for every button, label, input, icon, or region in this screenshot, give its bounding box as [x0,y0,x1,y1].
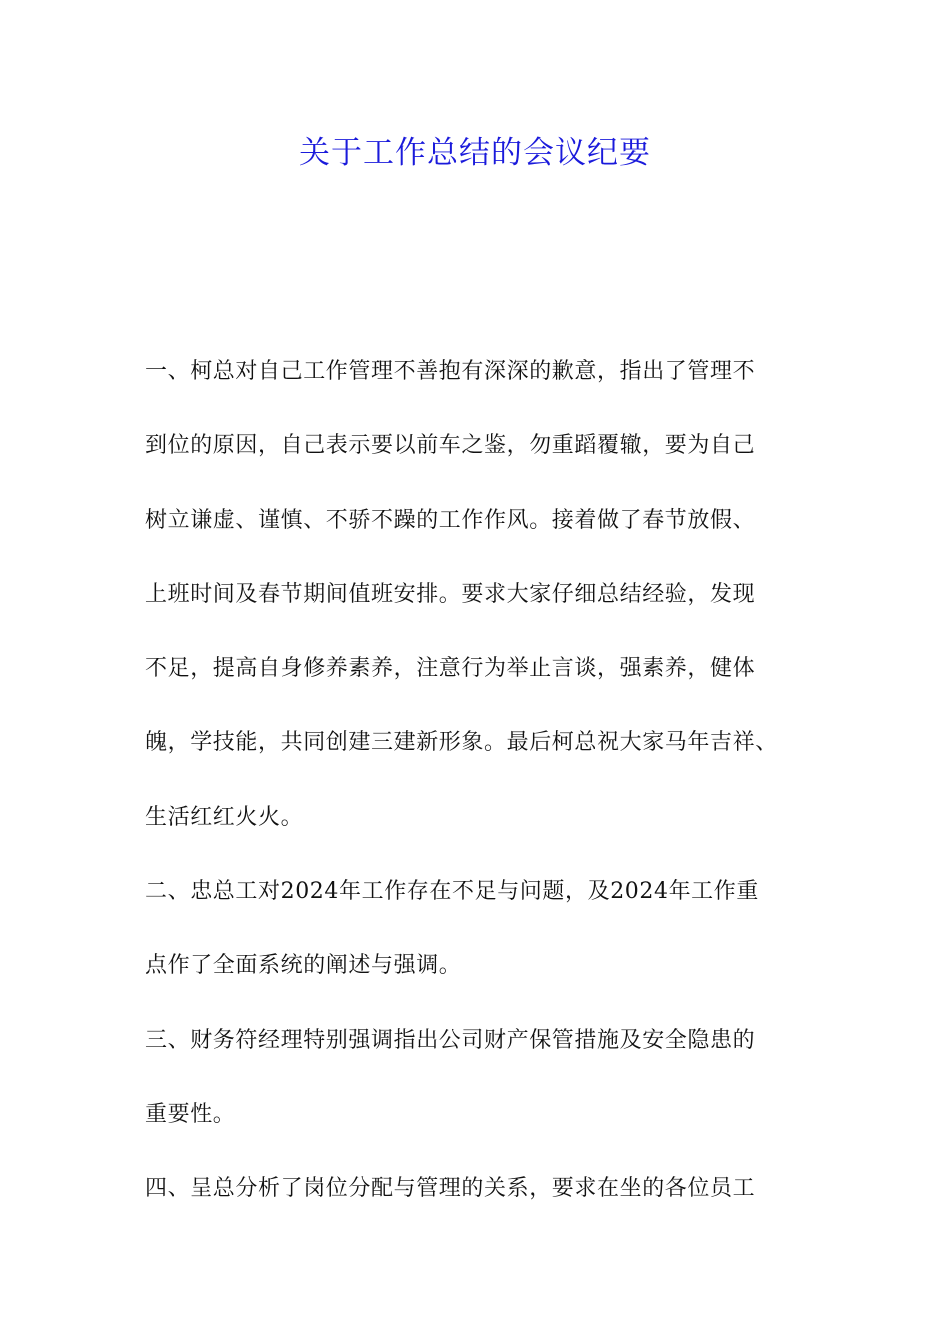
text-line: 生活红红火火。 [145,804,304,830]
text-line: 魄，学技能，共同创建三建新形象。最后柯总祝大家马年吉祥、 [145,730,778,756]
paragraph-1 [145,335,810,855]
text-line: 重要性。 [145,1101,236,1127]
text-line: 点作了全面系统的阐述与强调。 [145,953,462,979]
text-line: 二、忠总工对2024年工作存在不足与问题，及2024年工作重 [145,879,759,905]
text-line: 上班时间及春节期间值班安排。要求大家仔细总结经验，发现 [145,581,756,607]
text-line: 四、呈总分析了岗位分配与管理的关系，要求在坐的各位员工 [145,1176,756,1202]
text-line: 到位的原因，自己表示要以前车之鉴，勿重蹈覆辙，要为自己 [145,433,756,459]
paragraph-2 [145,855,810,1004]
paragraph-4 [145,1152,810,1226]
paragraph-3 [145,1004,810,1153]
text-line: 不足，提高自身修养素养，注意行为举止言谈，强素养，健体 [145,656,756,682]
document-body [145,335,810,1227]
text-line: 树立谦虚、谨慎、不骄不躁的工作作风。接着做了春节放假、 [145,507,756,533]
document-title: 关于工作总结的会议纪要 [299,135,651,171]
text-line: 三、财务符经理特别强调指出公司财产保管措施及安全隐患的 [145,1027,756,1053]
text-line: 一、柯总对自己工作管理不善抱有深深的歉意，指出了管理不 [145,359,756,384]
